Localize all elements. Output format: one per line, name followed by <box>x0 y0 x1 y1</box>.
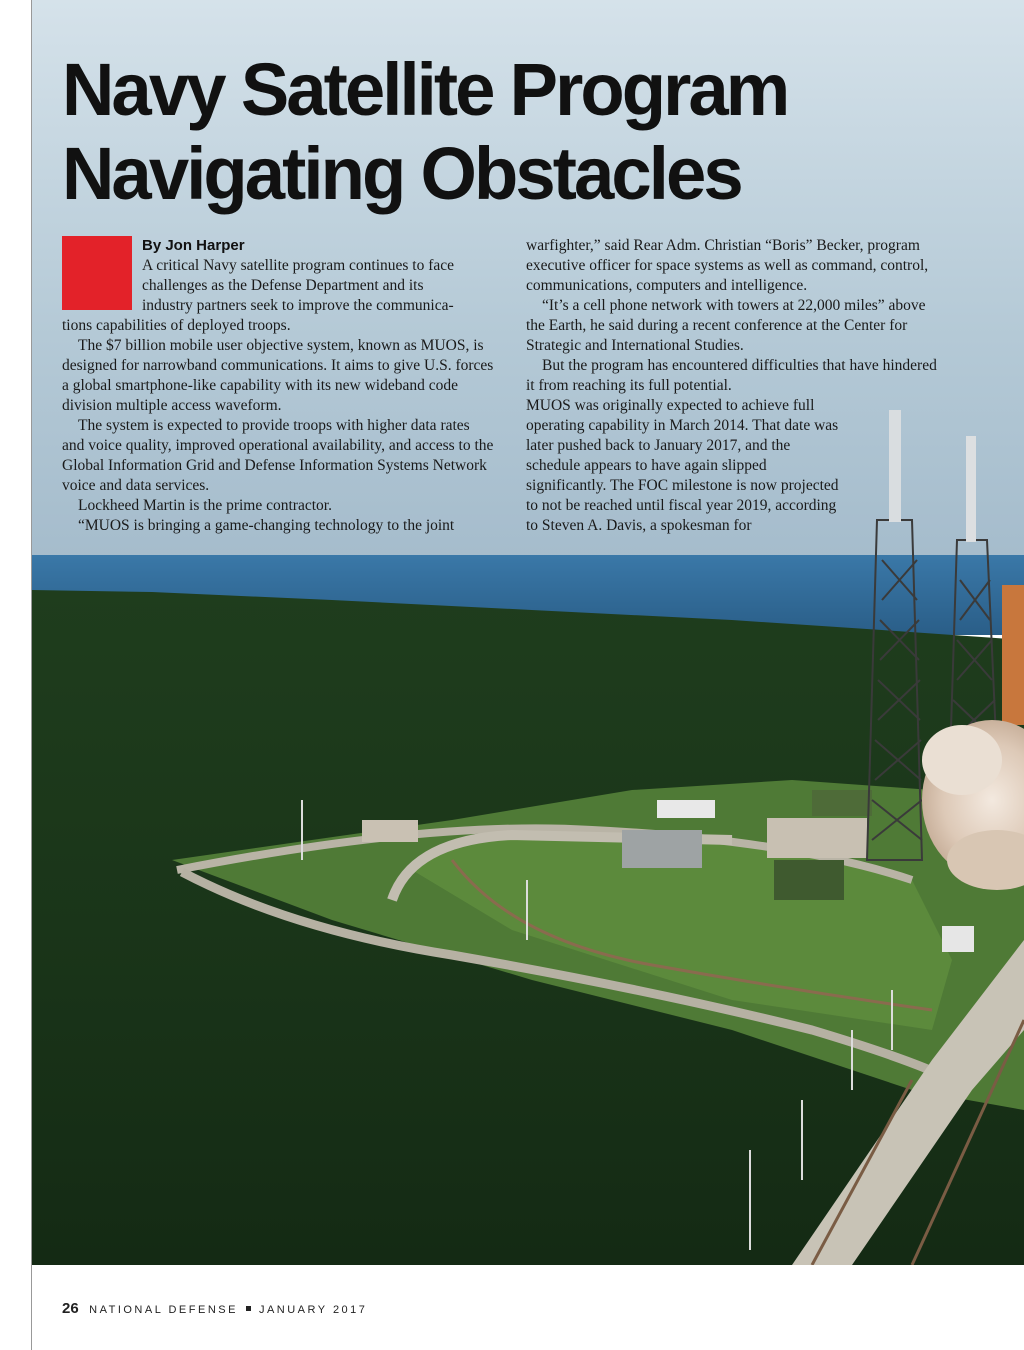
paragraph: “MUOS is bringing a game-changing technology to the joint <box>78 517 455 534</box>
issue-date: JANUARY 2017 <box>258 1304 368 1316</box>
paragraph: MUOS was originally expected to achieve full operating capability in March 2014. That date was later pushed back to January 2017, and the schedule appears to have again slipped significantly. The FOC milestone is now projected to not be reached until fiscal year 2019, according to Steven A. Davis, a spokesman for <box>526 397 839 534</box>
publication-name: NATIONAL DEFENSE <box>89 1304 238 1316</box>
headline <box>62 48 787 216</box>
page-number: 26 <box>62 1300 79 1317</box>
paragraph: But the program has encountered difficulties that have hindered it from reaching its full potential. <box>526 357 937 394</box>
lead-line-4: tions capabilities of deployed troops. <box>62 317 291 334</box>
lead-line-3: industry partners seek to improve the communica- <box>142 297 454 314</box>
article-column-right <box>526 236 946 536</box>
page-footer <box>62 1300 367 1318</box>
byline: By Jon Harper <box>142 237 245 254</box>
footer-separator <box>246 1306 251 1311</box>
headline-line-1: Navy Satellite Program <box>62 48 788 131</box>
paragraph: The system is expected to provide troops with higher data rates and voice quality, improved operational availability, and access to the Global Information Grid and Defense Information Systems Network voice and data services. <box>62 417 494 494</box>
headline-line-2: Navigating Obstacles <box>62 132 741 215</box>
paragraph: The $7 billion mobile user objective system, known as MUOS, is designed for narrowband communications. It aims to give U.S. forces a global smartphone-like capability with its new wideband code division multiple access waveform. <box>62 337 494 414</box>
paragraph: “It’s a cell phone network with towers at 22,000 miles” above the Earth, he said during a recent conference at the Center for Strategic and International Studies. <box>526 297 926 354</box>
paragraph: Lockheed Martin is the prime contractor. <box>78 497 332 514</box>
article-column-left <box>62 256 494 536</box>
lead-line-1: A critical Navy satellite program continues to face <box>142 257 455 274</box>
paragraph: warfighter,” said Rear Adm. Christian “Boris” Becker, program executive officer for space systems as well as command, control, communications, computers and intelligence. <box>526 237 929 294</box>
lead-line-2: challenges as the Defense Department and its <box>142 277 424 294</box>
